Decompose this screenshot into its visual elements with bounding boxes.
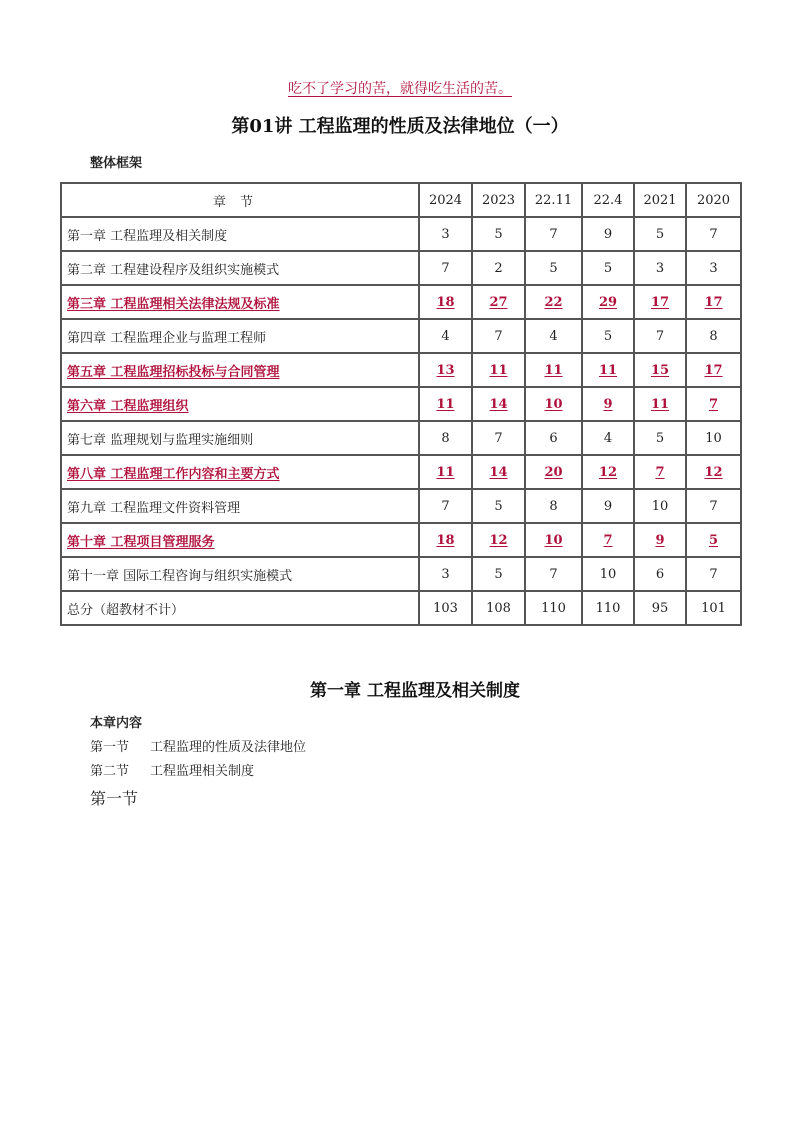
score-value: 5 — [494, 566, 503, 582]
score-value[interactable]: 17 — [704, 362, 723, 378]
score-cell — [634, 387, 686, 421]
table-row — [61, 455, 741, 489]
score-cell — [686, 353, 741, 387]
chapter-cell — [61, 557, 419, 591]
table-row — [61, 523, 741, 557]
score-cell — [686, 489, 741, 523]
chapter-content-label: 本章内容 — [90, 716, 143, 731]
score-cell — [686, 591, 741, 625]
score-cell — [582, 421, 634, 455]
score-cell — [686, 523, 741, 557]
score-cell — [419, 217, 472, 251]
score-cell — [472, 285, 525, 319]
chapter-cell — [61, 523, 419, 557]
score-cell — [419, 285, 472, 319]
motto-banner — [0, 78, 800, 98]
table-row — [61, 319, 741, 353]
score-value: 108 — [486, 600, 511, 616]
chapter-cell — [61, 353, 419, 387]
score-value: 8 — [441, 430, 450, 446]
chapter-name: 第七章 监理规划与监理实施细则 — [67, 432, 254, 448]
score-cell — [582, 353, 634, 387]
score-value: 5 — [603, 260, 613, 276]
score-cell — [472, 591, 525, 625]
score-value: 3 — [655, 260, 665, 276]
score-value: 5 — [655, 226, 665, 242]
chapter-name[interactable]: 第三章 工程监理相关法律法规及标准 — [67, 296, 280, 312]
score-value: 8 — [549, 498, 558, 514]
score-cell — [419, 489, 472, 523]
score-cell — [582, 557, 634, 591]
score-value[interactable]: 12 — [598, 464, 618, 480]
score-value: 95 — [651, 600, 669, 616]
table-row — [61, 251, 741, 285]
score-value[interactable]: 17 — [704, 294, 723, 310]
section-number: 第二节 — [90, 764, 130, 779]
chapter-name: 第九章 工程监理文件资料管理 — [67, 500, 241, 516]
score-value[interactable]: 11 — [489, 362, 508, 378]
score-cell — [419, 251, 472, 285]
score-cell — [582, 319, 634, 353]
score-cell — [419, 421, 472, 455]
score-value[interactable]: 14 — [489, 464, 508, 480]
score-cell — [582, 523, 634, 557]
score-value: 7 — [549, 226, 558, 242]
score-cell — [525, 421, 582, 455]
chapter-cell — [61, 251, 419, 285]
score-value[interactable]: 10 — [544, 396, 563, 412]
score-value[interactable]: 7 — [655, 464, 665, 480]
chapter-header: 章节 — [61, 183, 419, 217]
score-cell — [525, 387, 582, 421]
score-cell — [582, 251, 634, 285]
score-cell — [634, 319, 686, 353]
score-value[interactable]: 5 — [708, 532, 719, 548]
chapter-cell — [61, 319, 419, 353]
score-cell — [686, 421, 741, 455]
score-value: 8 — [709, 328, 718, 344]
framework-label: 整体框架 — [90, 156, 143, 171]
score-cell — [582, 285, 634, 319]
score-cell — [419, 523, 472, 557]
year-header: 2023 — [472, 183, 525, 217]
score-value[interactable]: 11 — [598, 362, 618, 378]
chapter-cell — [61, 489, 419, 523]
score-cell — [634, 591, 686, 625]
score-cell — [472, 319, 525, 353]
score-value[interactable]: 12 — [704, 464, 723, 480]
score-value: 7 — [494, 328, 503, 344]
chapter-name: 第一章 工程监理及相关制度 — [67, 228, 228, 244]
score-cell — [634, 455, 686, 489]
chapter-cell — [61, 285, 419, 319]
score-cell — [525, 285, 582, 319]
table-row — [61, 285, 741, 319]
score-cell — [686, 319, 741, 353]
chapter-cell — [61, 455, 419, 489]
score-value[interactable]: 9 — [603, 396, 613, 412]
score-value[interactable]: 18 — [436, 532, 455, 548]
table-row — [61, 217, 741, 251]
score-value[interactable]: 14 — [489, 396, 508, 412]
score-cell — [472, 217, 525, 251]
chapter-name[interactable]: 第五章 工程监理招标投标与合同管理 — [67, 364, 280, 380]
score-value: 7 — [441, 498, 450, 514]
score-value[interactable]: 11 — [436, 464, 455, 480]
chapter-name[interactable]: 第六章 工程监理组织 — [67, 398, 189, 414]
table-row — [61, 557, 741, 591]
score-cell — [472, 387, 525, 421]
score-value: 3 — [709, 260, 718, 276]
score-value: 3 — [441, 226, 450, 242]
score-cell — [525, 591, 582, 625]
score-value: 4 — [603, 430, 613, 446]
section-number: 第一节 — [90, 740, 130, 755]
score-cell — [472, 455, 525, 489]
year-header: 22.11 — [525, 183, 582, 217]
score-cell — [419, 353, 472, 387]
score-value[interactable]: 11 — [650, 396, 670, 412]
score-value: 7 — [441, 260, 450, 276]
chapter-name[interactable]: 第十章 工程项目管理服务 — [67, 534, 215, 550]
table-row — [61, 353, 741, 387]
score-cell — [525, 557, 582, 591]
score-cell — [472, 251, 525, 285]
score-value: 5 — [494, 226, 503, 242]
score-cell — [634, 557, 686, 591]
score-cell — [525, 489, 582, 523]
year-header: 22.4 — [582, 183, 634, 217]
score-cell — [634, 489, 686, 523]
score-cell — [525, 455, 582, 489]
score-value[interactable]: 17 — [650, 294, 670, 310]
score-cell — [525, 217, 582, 251]
score-value: 9 — [603, 226, 613, 242]
score-cell — [525, 251, 582, 285]
chapter-cell — [61, 591, 419, 625]
score-value[interactable]: 12 — [489, 532, 508, 548]
score-value: 103 — [433, 600, 458, 616]
score-cell — [419, 455, 472, 489]
score-cell — [582, 489, 634, 523]
score-value: 7 — [494, 430, 503, 446]
score-value: 110 — [595, 600, 621, 616]
score-value: 4 — [441, 328, 450, 344]
score-cell — [634, 251, 686, 285]
score-cell — [472, 353, 525, 387]
score-value: 10 — [599, 566, 617, 582]
score-value[interactable]: 18 — [436, 294, 455, 310]
score-cell — [634, 421, 686, 455]
score-cell — [525, 353, 582, 387]
lecture-title: 第01讲 工程监理的性质及法律地位（一） — [231, 116, 569, 137]
score-value[interactable]: 15 — [650, 362, 670, 378]
chapter-cell — [61, 217, 419, 251]
score-value: 5 — [603, 328, 613, 344]
score-cell — [582, 591, 634, 625]
score-value[interactable]: 10 — [544, 532, 563, 548]
section-title: 工程监理相关制度 — [150, 764, 255, 779]
year-header: 2021 — [634, 183, 686, 217]
score-cell — [582, 455, 634, 489]
chapter-name: 总分（超教材不计） — [67, 602, 185, 618]
score-value: 6 — [549, 430, 558, 446]
score-cell — [472, 421, 525, 455]
score-value: 3 — [441, 566, 450, 582]
score-value: 4 — [549, 328, 558, 344]
score-value[interactable]: 7 — [603, 532, 613, 548]
score-value: 10 — [651, 498, 669, 514]
score-value: 2 — [494, 260, 503, 276]
score-value: 5 — [549, 260, 558, 276]
score-value: 7 — [709, 498, 718, 514]
score-cell — [634, 353, 686, 387]
score-cell — [472, 557, 525, 591]
score-value[interactable]: 22 — [544, 294, 563, 310]
score-cell — [419, 319, 472, 353]
score-value: 7 — [655, 328, 665, 344]
score-value: 6 — [655, 566, 665, 582]
score-value[interactable]: 11 — [544, 362, 563, 378]
section-heading: 第一节 — [90, 789, 139, 808]
score-cell — [634, 217, 686, 251]
score-value: 9 — [603, 498, 613, 514]
section-item — [90, 736, 306, 755]
score-cell — [582, 387, 634, 421]
score-cell — [472, 489, 525, 523]
table-row — [61, 421, 741, 455]
score-value: 7 — [709, 226, 718, 242]
score-value[interactable]: 20 — [544, 464, 563, 480]
score-value: 7 — [549, 566, 558, 582]
score-cell — [582, 217, 634, 251]
score-value: 101 — [701, 600, 726, 616]
score-value[interactable]: 7 — [708, 396, 719, 412]
score-value[interactable]: 29 — [598, 294, 618, 310]
score-value[interactable]: 27 — [489, 294, 508, 310]
year-header: 2024 — [419, 183, 472, 217]
table-row — [61, 489, 741, 523]
score-value: 10 — [705, 430, 722, 446]
chapter-title: 第一章 工程监理及相关制度 — [310, 681, 520, 701]
score-cell — [634, 285, 686, 319]
score-cell — [686, 455, 741, 489]
score-value[interactable]: 13 — [436, 362, 455, 378]
score-value: 7 — [709, 566, 718, 582]
year-header: 2020 — [686, 183, 741, 217]
score-cell — [419, 591, 472, 625]
score-value[interactable]: 9 — [655, 532, 665, 548]
score-cell — [419, 557, 472, 591]
score-value[interactable]: 11 — [436, 396, 455, 412]
score-table — [60, 182, 742, 626]
score-cell — [686, 251, 741, 285]
chapter-name: 第二章 工程建设程序及组织实施模式 — [67, 262, 280, 278]
score-value: 110 — [541, 600, 566, 616]
chapter-cell — [61, 421, 419, 455]
score-cell — [686, 387, 741, 421]
score-value: 5 — [494, 498, 503, 514]
score-value: 5 — [655, 430, 665, 446]
section-title: 工程监理的性质及法律地位 — [150, 740, 307, 755]
chapter-name: 第四章 工程监理企业与监理工程师 — [67, 330, 267, 346]
score-cell — [686, 557, 741, 591]
table-row — [61, 387, 741, 421]
table-header-row — [61, 183, 741, 217]
score-cell — [634, 523, 686, 557]
score-cell — [472, 523, 525, 557]
motto-text: 吃不了学习的苦，就得吃生活的苦。 — [288, 81, 512, 97]
chapter-name: 第十一章 国际工程咨询与组织实施模式 — [67, 568, 293, 584]
chapter-cell — [61, 387, 419, 421]
chapter-name[interactable]: 第八章 工程监理工作内容和主要方式 — [67, 466, 280, 482]
score-cell — [525, 523, 582, 557]
table-row — [61, 591, 741, 625]
section-item — [90, 760, 254, 779]
score-cell — [419, 387, 472, 421]
score-cell — [686, 285, 741, 319]
score-cell — [525, 319, 582, 353]
score-cell — [686, 217, 741, 251]
